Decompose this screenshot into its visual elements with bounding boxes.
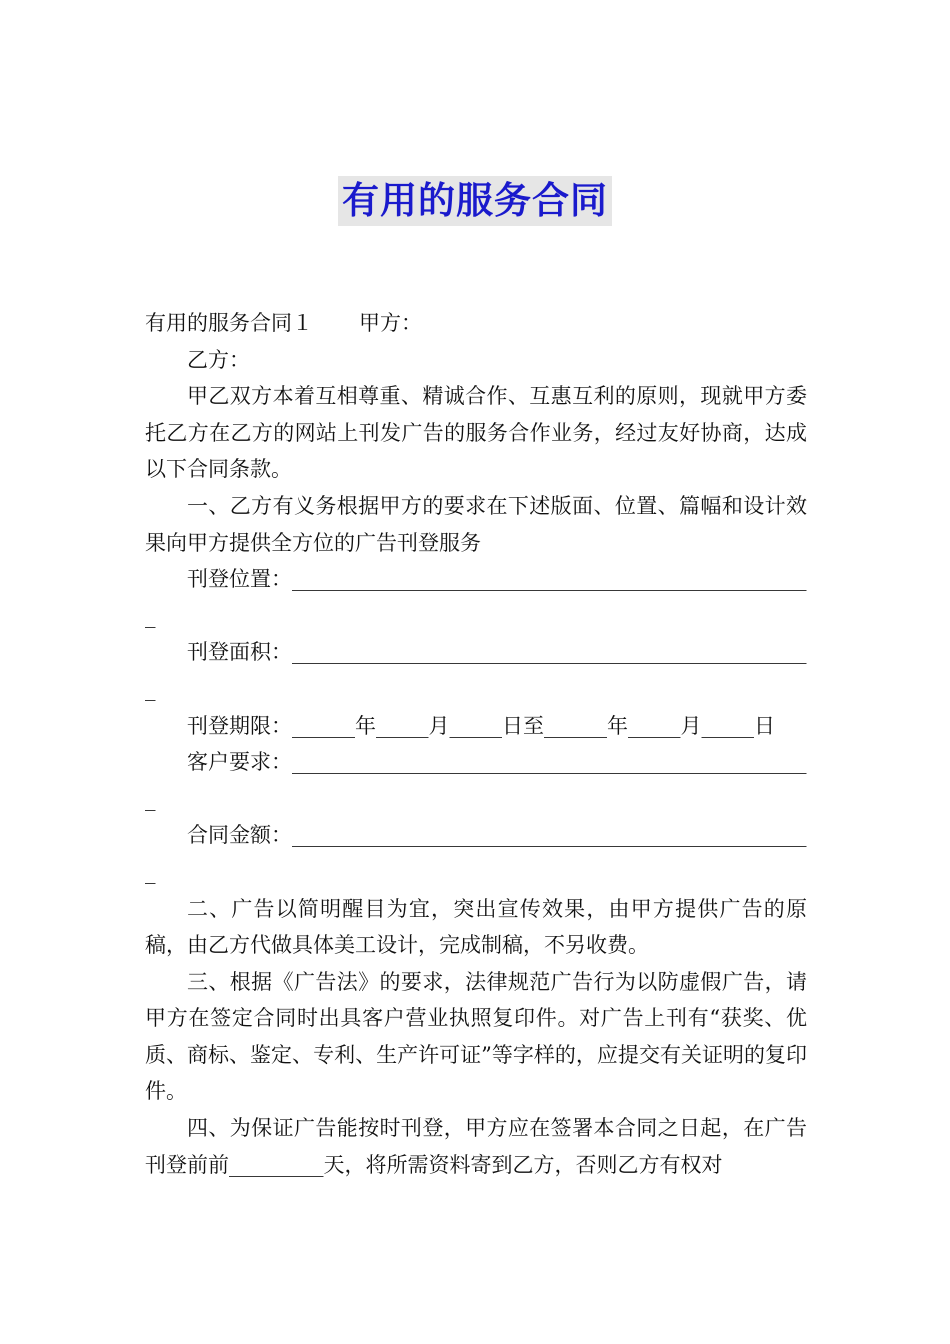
document-title: 有用的服务合同 <box>338 176 612 226</box>
field-amount: 合同金额：__________________________________________________ <box>145 823 807 884</box>
intro-paragraph: 甲乙双方本着互相尊重、精诚合作、互惠互利的原则，现就甲方委托乙方在乙方的网站上刊发广告的服务合作业务，经过友好协商，达成以下合同条款。 <box>145 384 807 482</box>
clause-2: 二、广告以简明醒目为宜，突出宣传效果，由甲方提供广告的原稿，由乙方代做具体美工设计，完成制稿，不另收费。 <box>145 896 807 958</box>
party-b-label: 乙方： <box>187 347 250 372</box>
field-period: 刊登期限：______年_____月_____日至______年_____月_____日 <box>187 713 775 738</box>
field-requirement: 客户要求：__________________________________________________ <box>145 750 807 811</box>
field-area: 刊登面积：__________________________________________________ <box>145 640 807 701</box>
title-container <box>0 176 950 226</box>
clause-4: 四、为保证广告能按时刊登，甲方应在签署本合同之日起，在广告刊登前前_________天，将所需资料寄到乙方，否则乙方有权对 <box>145 1116 807 1177</box>
party-a-label: 甲方： <box>359 311 422 335</box>
clause-3: 三、根据《广告法》的要求，法律规范广告行为以防虚假广告，请甲方在签定合同时出具客户营业执照复印件。对广告上刊有“获奖、优质、商标、鉴定、专利、生产许可证”等字样的，应提交有关证明的复印件。 <box>145 969 807 1104</box>
heading-line <box>145 305 807 342</box>
contract-number: 有用的服务合同１ <box>145 311 313 335</box>
document-body <box>145 305 807 1183</box>
clause-1: 一、乙方有义务根据甲方的要求在下述版面、位置、篇幅和设计效果向甲方提供全方位的广告刊登服务 <box>145 493 807 555</box>
field-position: 刊登位置：__________________________________________________ <box>145 567 807 628</box>
